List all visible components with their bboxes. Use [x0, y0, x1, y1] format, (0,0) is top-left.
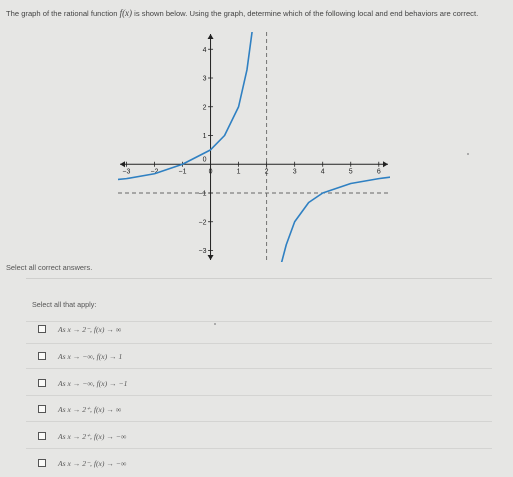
stray-mark	[467, 153, 469, 155]
y-tick-label: −1	[198, 190, 207, 198]
checkbox[interactable]	[38, 459, 46, 467]
stray-mark	[214, 323, 216, 325]
option-label: As x → 2⁻, f(x) → −∞	[58, 458, 127, 468]
y-tick-label: 4	[202, 46, 207, 54]
option-label: As x → −∞, f(x) → 1	[58, 351, 123, 361]
option-divider	[26, 343, 492, 344]
function-name: f(x)	[119, 8, 133, 18]
x-tick-label: 5	[348, 168, 353, 176]
x-tick-label: 6	[376, 168, 381, 176]
x-axis-right-arrow	[383, 161, 388, 167]
question-text	[6, 7, 506, 20]
x-tick-label: 3	[292, 168, 297, 176]
x-tick-label: 0	[208, 168, 213, 176]
y-tick-label: 3	[202, 75, 207, 83]
y-tick-label: 1	[202, 133, 207, 140]
option-divider	[26, 448, 492, 449]
option-label: As x → −∞, f(x) → −1	[58, 378, 128, 388]
checkbox[interactable]	[38, 325, 46, 333]
x-axis-left-arrow	[120, 161, 125, 167]
x-tick-label: −2	[150, 168, 159, 176]
y-axis-top-arrow	[208, 34, 214, 39]
x-tick-label: −3	[122, 168, 131, 176]
checkbox[interactable]	[38, 432, 46, 440]
y-tick-label: −3	[198, 248, 207, 255]
option-divider	[26, 421, 492, 422]
option-label: As x → 2⁻, f(x) → ∞	[58, 324, 122, 334]
answer-option-5[interactable]	[38, 429, 126, 443]
answer-option-1[interactable]	[38, 322, 121, 336]
y-tick-label: −2	[198, 219, 207, 227]
rational-function-graph	[118, 32, 390, 262]
option-label: As x → 2⁺, f(x) → −∞	[58, 431, 127, 441]
curve-left-branch	[118, 32, 260, 179]
checkbox[interactable]	[38, 405, 46, 413]
answer-option-6[interactable]	[38, 456, 126, 470]
panel-heading: Select all that apply:	[32, 300, 97, 309]
checkbox[interactable]	[38, 379, 46, 387]
answer-option-4[interactable]	[38, 402, 121, 416]
checkbox[interactable]	[38, 352, 46, 360]
answer-option-3[interactable]	[38, 376, 127, 390]
instruction-text: Select all correct answers.	[6, 263, 93, 272]
option-label: As x → 2⁺, f(x) → ∞	[58, 404, 122, 414]
y-tick-label: 2	[202, 104, 207, 112]
answer-panel	[26, 278, 492, 474]
x-tick-label: −1	[178, 168, 187, 176]
origin-label: 0	[202, 156, 207, 164]
question-text-after: is shown below. Using the graph, determine which of the following local and end behaviors are correct.	[132, 9, 479, 18]
y-axis-bottom-arrow	[208, 255, 214, 260]
question-text-before: The graph of the rational function	[6, 9, 120, 18]
x-tick-label: 1	[236, 168, 241, 176]
option-divider	[26, 368, 492, 369]
answer-option-2[interactable]	[38, 349, 122, 363]
curve-right-branch	[275, 177, 390, 262]
option-divider	[26, 395, 492, 396]
x-tick-label: 2	[264, 168, 269, 176]
x-tick-label: 4	[320, 168, 325, 176]
